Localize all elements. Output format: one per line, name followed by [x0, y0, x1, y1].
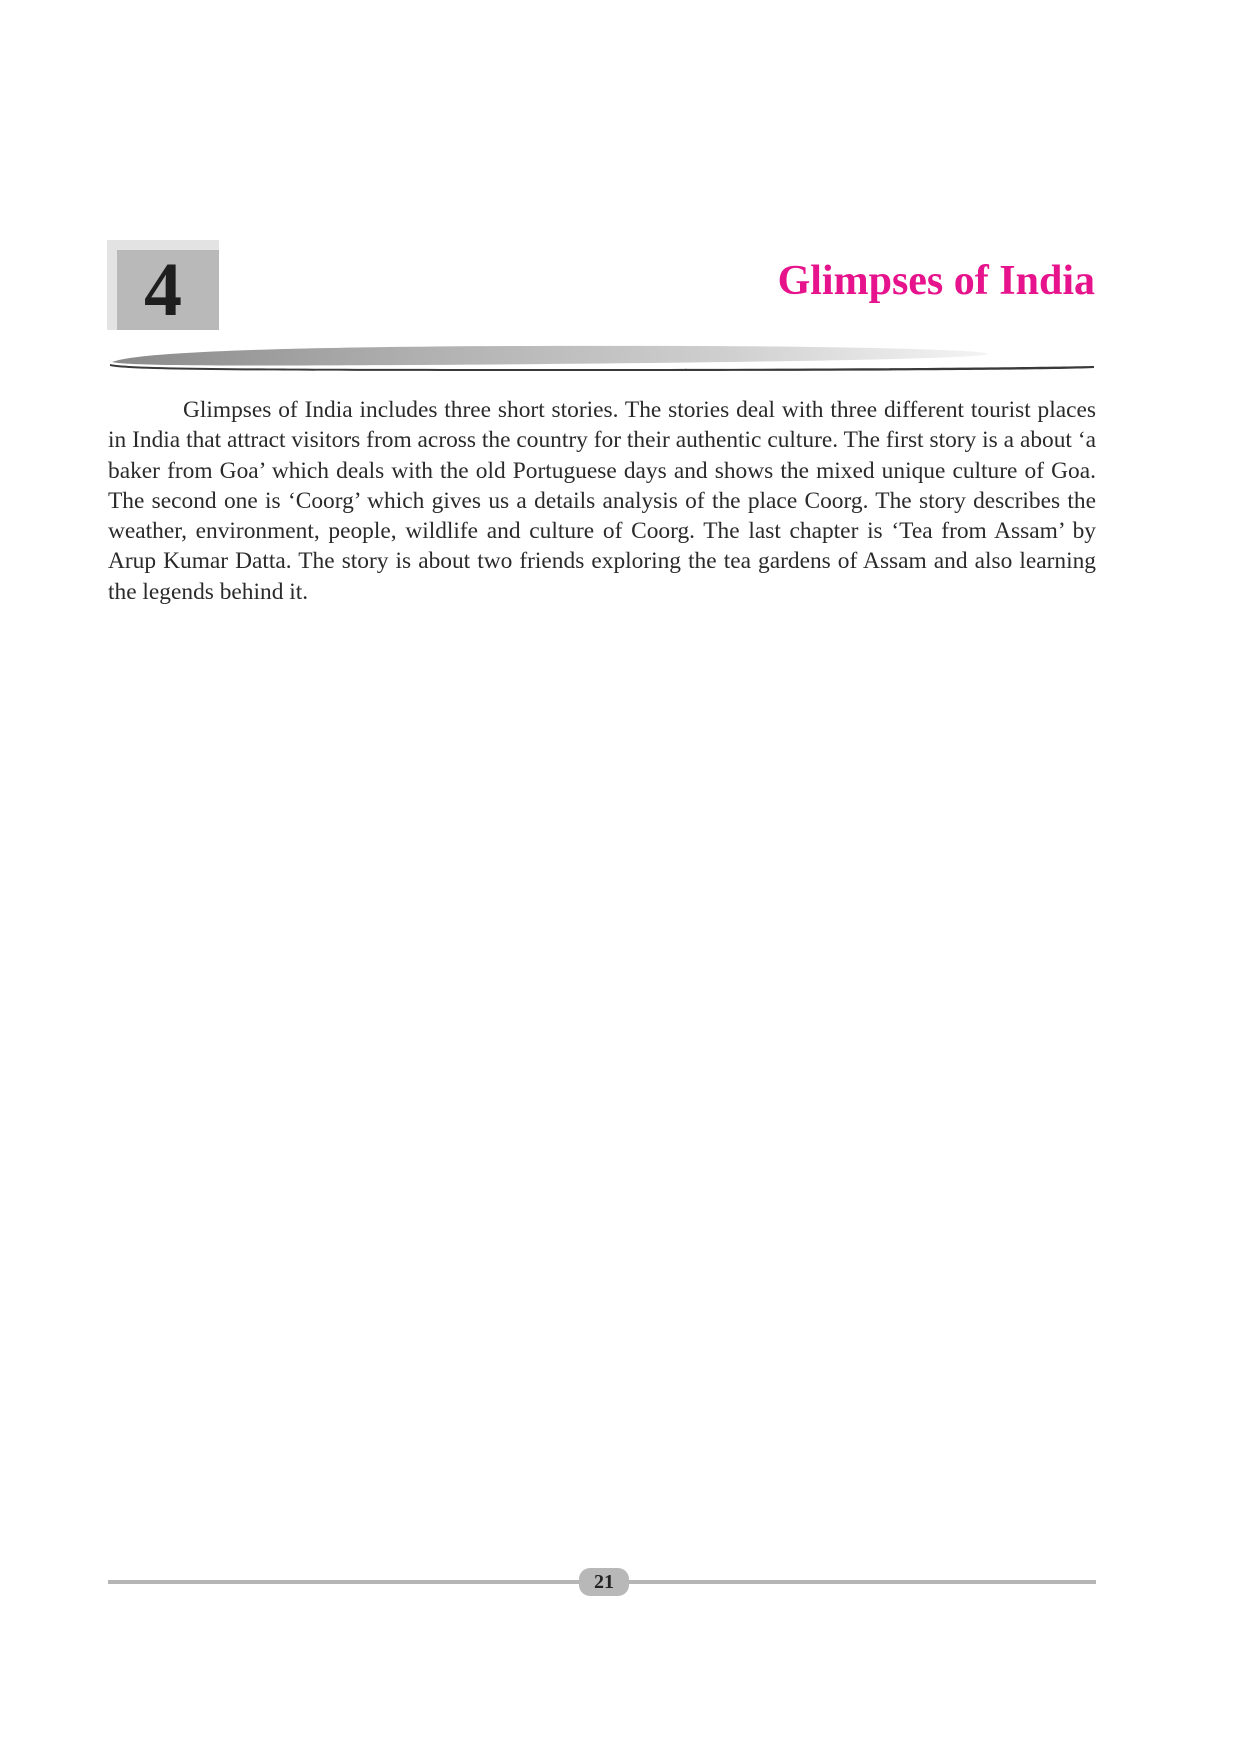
chapter-title: Glimpses of India [777, 258, 1095, 304]
title-divider [108, 340, 1096, 374]
page-number: 21 [579, 1568, 629, 1596]
intro-paragraph: Glimpses of India includes three short stories. The stories deal with three different tourist places in India that attract visitors from across the country for their authentic culture. The first story is a about ‘a baker from Goa’ which deals with the old Portuguese days and shows the mixed unique culture of Goa. The second one is ‘Coorg’ which gives us a details analysis of the place Coorg. The story describes the weather, environment, people, wildlife and culture of Coorg. The last chapter is ‘Tea from Assam’ by Arup Kumar Datta. The story is about two friends exploring the tea gardens of Assam and also learning the legends behind it. [108, 397, 1096, 605]
chapter-number: 4 [144, 248, 182, 332]
